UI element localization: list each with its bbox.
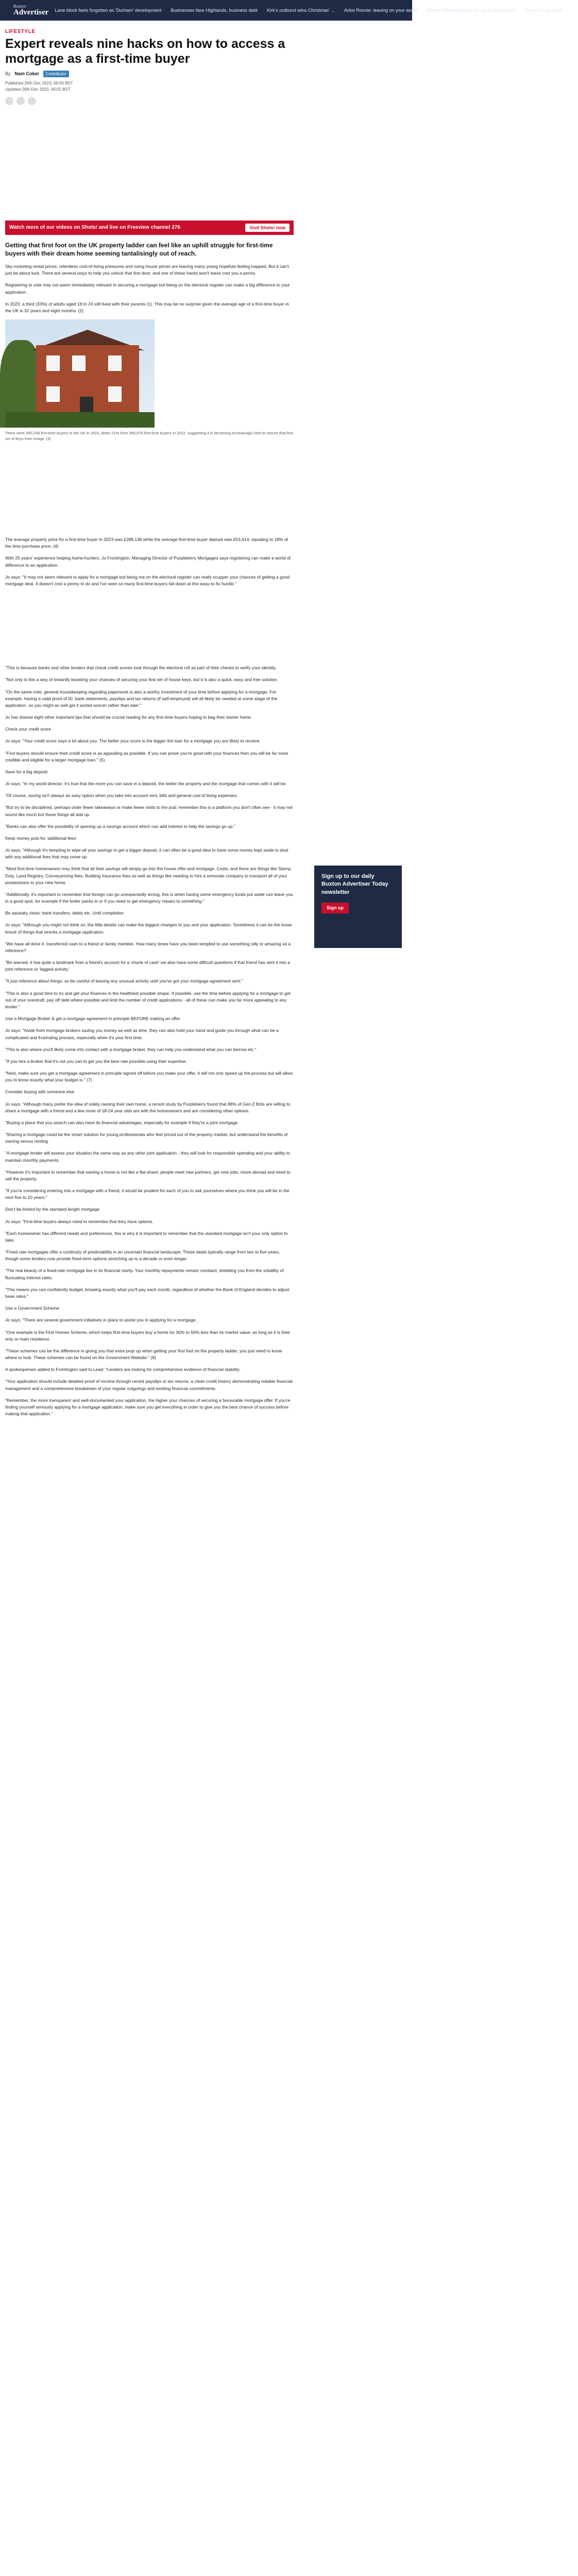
body-paragraph: "Fixed-rate mortgages offer a continuity of predictability in an uncertain financial landscape. These deals typically range from two to five years, though some lenders now provide fixed-term options stretching up to a decade or even longer.	[5, 1249, 280, 1262]
body-paragraph: Registering to vote may not seem immediately relevant to securing a mortgage but being on the electoral register can make a big difference to your application.	[5, 282, 290, 295]
body-paragraph: "Each homeowner has different needs and preferences, this is why it is important to remember that the standard mortgage isn't your only option to take.	[5, 1230, 288, 1243]
article-figure	[5, 319, 294, 442]
promo-cta-button[interactable]: Visit Shots! now	[245, 224, 290, 232]
body-paragraph: Use a Government Scheme	[5, 1306, 59, 1311]
body-paragraph: Jo says: "Although it's tempting to wipe all your savings to get a bigger deposit, it can often be a good idea to have some money kept aside to deal with any additional fees that may come up.	[5, 848, 288, 860]
body-paragraph: "This is because banks and other lenders that check credit scores look through the electoral roll as part of their checks to verify your identity.	[5, 665, 277, 671]
byline	[5, 71, 294, 77]
trending-headlines	[55, 8, 568, 13]
newsletter-signup	[314, 866, 402, 948]
body-paragraph: Jo says: "Your credit score says a lot about you. The better your score is the bigger the loan for a mortgage you are likely to receive.	[5, 738, 261, 744]
masthead	[0, 0, 568, 21]
newsletter-signup-button[interactable]: Sign up	[321, 903, 349, 913]
body-paragraph: "Sharing a mortgage could be the smart solution for young professionals who feel priced out of the property market, but understand the benefits of owning versus renting.	[5, 1132, 288, 1144]
article-title: Expert reveals nine hacks on how to access a mortgage as a first-time buyer	[5, 37, 285, 66]
body-top	[5, 263, 294, 314]
body-paragraph: Consider buying with someone else	[5, 1089, 75, 1095]
logo-main: Advertiser	[13, 8, 49, 16]
body-paragraph: "We have all done it, transferred cash to a friend or family member. How many times have you been tempted to use something silly or amazing as a reference?	[5, 941, 291, 953]
body-paragraph: "It just reference about things, so be careful of leaving any unusual activity until you've got your mortgage agreement sent."	[5, 978, 243, 984]
author-prefix: By	[5, 71, 11, 76]
body-paragraph: "Additionally, it's important to remember that foreign can go unexpectedly wrong, this is when having some emergency funds put aside can leave you in a good spot, for example if the boiler packs in or if you need to get emergency repairs to something."	[5, 891, 293, 904]
standfirst: Getting that first foot on the UK property ladder can feel like an uphill struggle for first-time buyers with their dream home seeming tantalisingly out of reach.	[5, 241, 273, 258]
author-tag: Contributor	[43, 71, 69, 77]
article-dates	[5, 80, 294, 93]
body-paragraph: "However it's important to remember that owning a home is not like a flat-share; people meet new partners, get new jobs, move abroad and need to sell the property.	[5, 1169, 291, 1181]
article	[5, 21, 294, 1417]
newsletter-text: Sign up to our daily Buxton Advertiser Today newsletter	[321, 873, 388, 895]
body-paragraph: "If you're considering entering into a mortgage with a friend, it would be prudent for each of you to ask yourselves where you think you will be in the next five to 10 years."	[5, 1188, 290, 1200]
body-paragraph: "This means you can confidently budget, knowing exactly what you'll pay each month, regardless of whether the Bank of England decides to adjust base rates."	[5, 1286, 290, 1299]
body-paragraph: Jo says: "Although many prefer the idea of solely owning their own home, a recent study by Purpleberry found that 88% of Gen Z Brits are willing to share a mortgage with a friend and a few more of 18-24 year olds are with the homeowners and are considering other options.	[5, 1101, 291, 1113]
body-paragraph: Jo says: "There are several government initiatives in place to assist you in applying for a mortgage.	[5, 1317, 197, 1323]
body-paragraph: A spokesperson added to Frontington said to Lead: "Lenders are looking for comprehensive evidence of financial stability.	[5, 1367, 241, 1372]
body-paragraph: "Of course, saving isn't always an easy option when you take into account rent, bills and general cost of living expenses.	[5, 793, 238, 799]
body-paragraph: Jo says: "Aside from mortgage brokers saving you money as well as time, they can also hold your hand and guide you through what can be a complicated and frustrating process, especially when it's your first time.	[5, 1028, 279, 1040]
body-paragraph: With 25 years' experience helping home-hunters, Jo Frontington, Managing Director of Purpleberry Mortgages says registering can make a world of difference to an application.	[5, 555, 291, 568]
ad-slot	[5, 112, 294, 221]
body-paragraph: "Be warned, it has quite a landmark from a friend's account for a 'chunk of cash' we also have some difficult questions if that friend has sent it into a joint reference or 'lagged activity.'	[5, 960, 290, 972]
body-paragraph: "Most first-time homeowners may think that all their savings will simply go into the house offer and mortgage. Costs, and there are things like Stamp Duty, Land Registry, Conveyancing fees, Building Insurance fees as well as things like needing to hire a removals company to transport all of your possessions to your new home.	[5, 866, 291, 885]
body-paragraph: Don't be limited by the standard length mortgage	[5, 1207, 100, 1212]
body-paragraph: Jo says: "Although you might not think so, the little details can make the biggest changes to you and your application. Sometimes it can be the loose knock of things that wrecks a mortgage application.	[5, 922, 292, 935]
trending-link[interactable]: Lane block feels forgotten as 'Durham' development	[55, 8, 162, 13]
facebook-share-icon[interactable]	[5, 97, 13, 105]
share-row	[5, 97, 294, 105]
body-paragraph: "Remember, the more transparent and well-documented your application, the higher your chances of securing a favourable mortgage offer. If you're finding yourself seriously applying for a mortgage application, make sure you get everything in order to give you the best chance of success before making that application."	[5, 1397, 291, 1417]
trending-link[interactable]: Businesses face Highlands, business debt	[171, 8, 258, 13]
search-icon[interactable]	[574, 7, 576, 14]
ad-slot	[5, 592, 294, 665]
body-paragraph: Use a Mortgage Broker & get a mortgage agreement in principle BEFORE making an offer	[5, 1016, 180, 1022]
body-paragraph: Jo says: "It may not seem relevant to apply for a mortgage but being not on the electoral register can really scupper your chances of getting a good mortgage deal. It doesn't cost a penny to do and I've seen so many first-time buyers fall down at this easy-to-fix hurdle."	[5, 574, 290, 586]
body-paragraph: "This is also a good time to try and get your finances in the healthiest possible shape. If possible, use the time before applying for a mortgage to get out of your overdraft, pay off debt where possible and limit the number of credit applications - all of these can make you far more appealing to any lender."	[5, 990, 291, 1009]
body-paragraph: Check your credit score	[5, 726, 52, 732]
body-paragraph: "First buyers should ensure their credit score is as appealing as possible. If you can prove you're good with your finances then you will be far more credible and eligible for a larger mortgage loan." (5)	[5, 750, 288, 762]
trending-link[interactable]: Arrow's Dog aside ...	[525, 8, 568, 13]
body-paragraph: Be squeaky clean: bank transfers, debts etc. Until completion	[5, 910, 124, 916]
body-paragraph: "Your application should include detailed proof of income through recent payslips or tax returns, a clean credit history demonstrating reliable financial management and a comprehensive breakdown of your regular outgoings and existing financial commitments.	[5, 1379, 293, 1391]
house-photo[interactable]	[5, 319, 155, 428]
logo-sub: Buxton	[13, 4, 26, 9]
body-paragraph: Sky-rocketing rental prices, relentless cost-of-living pressures and rising house prices are leaving many young hopefuls feeling trapped. But it can't just be about luck. There are several ways to help you unlock that first door, and one of these hacks won't leave cost you a penny.	[5, 264, 289, 276]
section-label[interactable]: LIFESTYLE	[5, 29, 36, 35]
trending-link[interactable]: Artist Ronnie: leaving on your world	[344, 8, 417, 13]
body-paragraph: "Not only is this a way of instantly boosting your chances of securing your first set of house keys, but it is also a quick, easy and free solution.	[5, 677, 278, 683]
body-paragraph: "These schemes can be the difference in giving you that extra prop up when getting your first foot on the property ladder, you just need to know where to look. These schemes can be found on the Government Website." (8)	[5, 1348, 282, 1361]
trending-link[interactable]: Homes' Neathfieldside for six at Woodlands	[426, 8, 516, 13]
trending-link[interactable]: Kirk's outburst wins Christmas' ...	[266, 8, 335, 13]
body-paragraph: "The real beauty of a fixed-rate mortgage lies in its financial clarity. Your monthly repayments remain constant, shielding you from the volatility of fluctuating interest rates.	[5, 1268, 284, 1280]
body-paragraph: In 2023, a third (33%) of adults aged 18 to 24 still lived with their parents (1). This may be no surprise given the average age of a first-time buyer in the UK is 32 years and eight months. (2)	[5, 301, 289, 313]
body-paragraph: "A mortgage lender will assess your situation the same way as any other joint application - they will look for responsible spending and your ability to maintain monthly payments.	[5, 1150, 290, 1163]
promo-text: Watch more of our videos on Shots! and live on Freeview channel 276	[9, 225, 180, 230]
author-name[interactable]: Nam Coker	[14, 71, 40, 76]
body-paragraph: Keep money pots for 'additional fees'	[5, 835, 77, 841]
email-share-icon[interactable]	[28, 97, 36, 105]
ad-slot	[5, 449, 294, 536]
body-paragraph: Save for a big deposit	[5, 769, 48, 774]
body-paragraph: "One example is the First Homes Scheme, which helps first-time buyers buy a home for 30% to 50% less than its market value, as long as it is their only or main residence.	[5, 1329, 290, 1342]
body-paragraph: "If you hire a broker that it's not you can to get you the best rate possible using their expertise.	[5, 1058, 187, 1064]
twitter-share-icon[interactable]	[16, 97, 25, 105]
body-paragraph: "Buying a place that you search can also have its financial advantages, especially for example if they're a joint mortgage.	[5, 1120, 239, 1125]
body-paragraph: The average property price for a first-time buyer in 2023 was £288,136 while the average first-time buyer deposit was £53,414, equating to 18% of the time purchase price. (4)	[5, 537, 288, 549]
body-bottom	[5, 665, 294, 1417]
body-paragraph: "Next, make sure you get a mortgage agreement in principle signed off before you make your offer, it will not only speed up the process but will allow you to know exactly what your budget is." (7)	[5, 1071, 293, 1083]
body-paragraph: "Banks can also offer the possibility of opening up a savings account which can add interest to help the savings go up."	[5, 823, 235, 829]
body-mid	[5, 536, 294, 587]
body-paragraph: Jo has shared eight other important tips that should be crucial reading for any first-time buyers hoping to bag their starter home.	[5, 715, 252, 720]
updated-date: Updated 26th Dec 2023, 06:02 BST	[5, 87, 71, 92]
body-paragraph: Jo says: "First-time buyers always need to remember that they have options.	[5, 1218, 154, 1224]
site-logo[interactable]	[13, 5, 48, 16]
video-promo-banner[interactable]	[5, 221, 294, 235]
body-paragraph: "On the same note, general housekeeping regarding paperwork is also a worthy investment of your time before applying for a mortgage. For example, having a valid proof of ID, bank statements, payslips and tax returns (if self-employed) will all likely be needed at some stage of the application, so you might as well get it sorted sooner rather than later."	[5, 689, 278, 708]
body-paragraph: Jo says: "In my world director, it's true that the more you can save in a deposit, the better the property and the mortgage that comes with it will be.	[5, 781, 287, 787]
image-caption: There were 350,239 first-time buyers in the UK in 2023, down 21% from 369,870 first-time buyers in 2022, suggesting it is becoming increasingly hard to secure that first set of keys from image. (3)	[5, 431, 293, 441]
published-date: Published 26th Dec 2023, 06:00 BST	[5, 80, 73, 86]
body-paragraph: "This is also where you'll likely come into contact with a mortgage broker, they can help you understand what you can borrow etc."	[5, 1046, 257, 1052]
body-paragraph: "But try to be disciplined, perhaps order fewer takeaways or make fewer visits to the pub; remember this is a platform you don't often see - it may not sound like much but these things all add up.	[5, 805, 293, 817]
